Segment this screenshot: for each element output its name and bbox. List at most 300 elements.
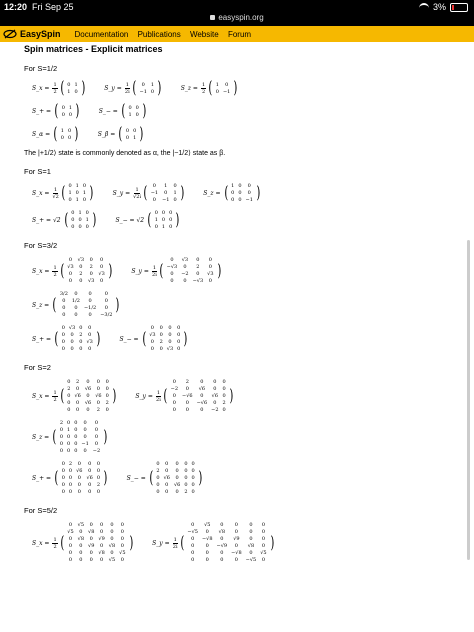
matrix-cell: 0: [168, 332, 172, 338]
matrix-cell: 0: [191, 543, 195, 549]
matrix-cell: 0: [88, 298, 92, 304]
spin-matrix: [115, 210, 180, 231]
matrix-cell: 0: [83, 448, 87, 454]
section-heading: For S=1/2: [24, 64, 58, 73]
matrix-cell: 0: [154, 210, 158, 216]
matrix-cell: 0: [128, 104, 132, 111]
matrix-cell: 1: [74, 81, 78, 88]
matrix-cell: 0: [164, 190, 168, 196]
page-title: Spin matrices - Explicit matrices: [24, 44, 163, 54]
status-date: Fri Sep 25: [32, 2, 74, 12]
matrix-cell: 0: [104, 298, 108, 304]
left-paren: (: [180, 532, 185, 553]
matrix-cell: 0: [231, 197, 235, 203]
matrix-cell: 1: [82, 190, 87, 196]
matrix-cell: 0: [86, 379, 90, 385]
matrix-cell: 0: [67, 400, 71, 406]
spin-matrix: [32, 80, 86, 97]
matrix-cell: 0: [79, 550, 83, 556]
matrix-cell: 0: [238, 197, 242, 203]
matrix-cell: √9: [98, 536, 105, 542]
matrix-cell: 0: [177, 339, 181, 345]
matrix-cell: 0: [79, 339, 83, 345]
matrix-cell: 0: [89, 271, 93, 277]
matrix-table: [59, 128, 73, 142]
matrix-cell: √8: [88, 529, 95, 535]
matrix-cell: 0: [185, 386, 189, 392]
matrix-cell: 0: [249, 550, 253, 556]
matrix-cell: 0: [62, 305, 66, 311]
matrix-cell: √5: [77, 522, 85, 528]
matrix-cell: 0: [261, 557, 266, 563]
matrix-cell: 0: [68, 536, 73, 542]
matrix-cell: 1: [173, 190, 177, 196]
spin-matrix: [135, 379, 234, 414]
matrix-cell: 0: [59, 448, 64, 454]
matrix-cell: 1: [68, 190, 72, 196]
spin-matrix: [32, 183, 95, 204]
matrix-cell: 0: [68, 183, 72, 189]
right-paren: ): [112, 386, 117, 406]
matrix-cell: 0: [170, 271, 174, 277]
matrix-cell: 2: [96, 482, 101, 488]
matrix-cell: √3: [207, 271, 214, 277]
matrix-cell: 0: [83, 434, 87, 440]
section-heading: For S=5/2: [24, 506, 58, 515]
matrix-cell: 2: [196, 264, 200, 270]
spin-matrix: [32, 257, 113, 285]
matrix-row: [32, 257, 464, 285]
left-paren: (: [54, 468, 59, 488]
matrix-cell: 0: [168, 339, 172, 345]
matrix-cell: 2: [185, 379, 189, 385]
matrix-label: S_− =: [119, 335, 139, 343]
right-paren: ): [175, 210, 180, 230]
prefactor-fraction: $\frac{1}{2}$: [53, 82, 57, 95]
matrix-cell: 0: [79, 346, 83, 352]
matrix-label: S_− =: [98, 108, 118, 115]
lock-icon: [210, 15, 215, 20]
matrix-cell: −1: [139, 88, 147, 95]
matrix-cell: 0: [261, 522, 266, 528]
matrix-cell: 0: [96, 379, 100, 385]
matrix-row: [32, 291, 464, 319]
matrix-cell: √5: [260, 550, 267, 556]
matrix-cell: −2: [211, 407, 219, 413]
matrix-cell: √3: [86, 339, 93, 345]
matrix-cell: 0: [165, 489, 169, 495]
matrix-table: [66, 183, 88, 204]
matrix-cell: 0: [60, 134, 64, 141]
matrix-cell: 0: [61, 325, 65, 331]
matrix-label: S_x =: [32, 85, 50, 92]
matrix-cell: 0: [234, 522, 238, 528]
matrix-table: [60, 325, 95, 353]
nav-publications[interactable]: Publications: [137, 29, 181, 39]
matrix-cell: 0: [70, 346, 74, 352]
matrix-cell: 0: [175, 475, 179, 481]
matrix-cell: −2: [92, 448, 101, 454]
matrix-cell: 0: [141, 81, 145, 88]
matrix-cell: 0: [71, 217, 75, 223]
matrix-cell: 0: [88, 461, 92, 467]
matrix-table: [60, 461, 102, 496]
matrix-cell: 0: [88, 325, 92, 331]
prefactor-fraction: $\frac{1}{√2}$: [52, 187, 59, 200]
matrix-cell: 0: [61, 482, 65, 488]
right-paren: ): [142, 101, 147, 121]
matrix-row: [32, 126, 464, 143]
matrix-cell: 0: [150, 325, 154, 331]
matrix-cell: 0: [249, 529, 253, 535]
left-paren: (: [147, 210, 152, 230]
matrix-cell: 0: [76, 386, 80, 392]
matrix-cell: √5: [204, 522, 211, 528]
matrix-cell: 1: [75, 197, 79, 203]
matrix-cell: 2: [159, 339, 163, 345]
matrix-cell: 0: [205, 557, 209, 563]
matrix-cell: 0: [156, 489, 160, 495]
matrix-cell: 1: [75, 183, 79, 189]
brand-name[interactable]: EasySpin: [20, 29, 61, 39]
right-paren: ): [233, 78, 238, 98]
matrix-cell: 0: [184, 475, 188, 481]
matrix-cell: 0: [125, 134, 130, 141]
matrix-cell: 0: [110, 529, 114, 535]
matrix-cell: 0: [83, 420, 87, 426]
matrix-cell: √8: [247, 543, 255, 549]
matrix-table: [60, 105, 74, 119]
matrix-cell: 0: [68, 257, 73, 263]
matrix-cell: √6: [163, 475, 170, 481]
matrix-cell: √3: [68, 325, 76, 331]
matrix-cell: 0: [61, 346, 65, 352]
left-paren: (: [53, 124, 58, 144]
matrix-cell: 0: [150, 88, 155, 95]
matrix-cell: 0: [133, 127, 137, 134]
left-paren: (: [61, 183, 66, 203]
spin-matrix: [181, 80, 239, 97]
matrix-cell: 0: [196, 271, 200, 277]
matrix-row: [32, 522, 464, 564]
matrix-cell: 0: [68, 468, 73, 474]
left-paren: (: [121, 101, 126, 121]
matrix-cell: 0: [88, 489, 92, 495]
matrix-cell: 0: [110, 536, 114, 542]
matrix-cell: 1: [150, 81, 155, 88]
matrix-cell: 0: [222, 386, 226, 392]
nav-documentation[interactable]: Documentation: [74, 29, 129, 39]
spin-matrix: [104, 80, 162, 97]
matrix-cell: √3: [88, 278, 95, 284]
matrix-cell: 2: [105, 400, 109, 406]
matrix-row: [32, 210, 464, 231]
right-paren: ): [74, 124, 79, 144]
matrix-cell: −1: [162, 197, 170, 203]
matrix-cell: 2: [68, 461, 73, 467]
matrix-label: S_+ =: [32, 108, 52, 115]
matrix-cell: 1/2: [71, 298, 80, 304]
right-paren: ): [269, 532, 274, 553]
matrix-cell: 0: [220, 550, 224, 556]
matrix-cell: 0: [85, 224, 89, 230]
matrix-cell: 0: [172, 379, 176, 385]
matrix-cell: −1/2: [83, 305, 97, 311]
matrix-table: [138, 82, 157, 96]
matrix-cell: 2: [184, 489, 188, 495]
matrix-cell: −1: [150, 190, 159, 196]
matrix-cell: 0: [185, 407, 189, 413]
spin-matrix: [32, 103, 81, 120]
matrix-cell: 0: [175, 489, 179, 495]
matrix-cell: −1: [81, 441, 89, 447]
matrix-cell: 0: [175, 468, 179, 474]
matrix-cell: 0: [161, 210, 166, 216]
matrix-cell: 0: [94, 441, 99, 447]
matrix-row: [32, 80, 464, 97]
spin-matrix: [99, 103, 148, 120]
matrix-cell: 0: [61, 111, 65, 118]
prefactor-fraction: $\frac{1}{2i}$: [124, 82, 130, 95]
matrix-label: S_y =: [131, 267, 149, 275]
left-paren: (: [63, 210, 68, 230]
left-paren: (: [223, 183, 228, 203]
matrix-cell: 0: [234, 557, 238, 563]
matrix-cell: √3: [77, 257, 85, 263]
matrix-table: [69, 210, 91, 231]
matrix-cell: 0: [79, 543, 83, 549]
matrix-cell: 2: [79, 271, 83, 277]
page-content: [24, 44, 464, 570]
matrix-table: [58, 291, 115, 319]
matrix-cell: √6: [95, 393, 102, 399]
matrix-cell: 0: [225, 81, 229, 88]
matrix-cell: √3: [67, 264, 74, 270]
matrix-cell: 0: [61, 461, 65, 467]
matrix-cell: 0: [120, 536, 124, 542]
left-paren: (: [159, 260, 164, 281]
matrix-cell: 0: [184, 468, 188, 474]
matrix-cell: 0: [67, 379, 71, 385]
matrix-table: [229, 183, 255, 204]
matrix-table: [58, 420, 102, 455]
left-paren: (: [59, 386, 64, 406]
left-paren: (: [59, 260, 64, 281]
nav-website[interactable]: Website: [189, 29, 219, 39]
matrix-cell: 0: [191, 468, 195, 474]
matrix-cell: 0: [68, 543, 73, 549]
matrix-cell: 0: [85, 210, 89, 216]
section-heading: For S=2: [24, 363, 51, 372]
matrix-cell: 0: [200, 407, 204, 413]
matrix-table: [65, 379, 111, 414]
nav-forum[interactable]: Forum: [227, 29, 252, 39]
matrix-cell: 0: [74, 305, 78, 311]
matrix-table: [214, 82, 233, 96]
matrix-cell: 0: [172, 393, 176, 399]
matrix-cell: 0: [104, 291, 108, 297]
matrix-cell: √6: [86, 475, 93, 481]
matrix-cell: √5: [119, 550, 126, 556]
matrix-cell: 0: [125, 127, 130, 134]
prefactor-fraction: $\frac{1}{2}$: [201, 82, 206, 95]
matrix-cell: 1: [68, 104, 73, 111]
right-paren: ): [198, 468, 203, 488]
matrix-cell: −2: [181, 271, 189, 277]
matrix-cell: 0: [89, 536, 93, 542]
easyspin-logo-icon[interactable]: [3, 28, 17, 40]
matrix-cell: 0: [169, 217, 173, 223]
spin-matrix: [32, 291, 121, 319]
right-paren: ): [92, 210, 97, 230]
matrix-cell: 0: [74, 420, 78, 426]
matrix-cell: 0: [89, 257, 93, 263]
matrix-cell: 0: [177, 332, 181, 338]
right-paren: ): [256, 183, 261, 203]
matrix-cell: 2: [67, 386, 71, 392]
matrix-cell: 0: [168, 325, 172, 331]
matrix-cell: 0: [79, 557, 83, 563]
matrix-cell: 0: [70, 332, 74, 338]
matrix-table: [169, 379, 228, 414]
matrix-label: S_z =: [32, 434, 50, 441]
matrix-cell: 0: [88, 482, 92, 488]
matrix-cell: 0: [96, 489, 101, 495]
spin-matrix: [32, 210, 97, 231]
spin-matrix: [32, 379, 117, 414]
matrix-cell: 0: [208, 264, 212, 270]
matrix-cell: 0: [94, 427, 99, 433]
matrix-cell: 0: [184, 482, 188, 488]
matrix-cell: √6: [211, 393, 219, 399]
matrix-cell: 0: [152, 183, 156, 189]
spin-matrix: [131, 257, 222, 285]
matrix-cell: 0: [68, 482, 73, 488]
matrix-cell: 0: [247, 190, 251, 196]
matrix-cell: 0: [76, 407, 80, 413]
matrix-cell: 0: [159, 325, 163, 331]
matrix-cell: 0: [120, 522, 124, 528]
matrix-cell: 1: [133, 134, 137, 141]
right-paren: ): [216, 260, 221, 281]
matrix-cell: 0: [105, 386, 109, 392]
matrix-cell: 0: [96, 475, 101, 481]
matrix-cell: 0: [96, 468, 101, 474]
matrix-cell: 0: [169, 210, 173, 216]
matrix-cell: 1: [60, 127, 64, 134]
spin-matrix: [32, 126, 80, 143]
matrix-row: [32, 103, 464, 120]
matrix-cell: 0: [208, 257, 212, 263]
matrix-label: S_x =: [32, 539, 50, 547]
matrix-cell: 0: [78, 224, 82, 230]
right-paren: ): [89, 183, 94, 203]
matrix-table: [65, 257, 107, 285]
matrix-cell: 0: [71, 224, 75, 230]
left-paren: (: [59, 532, 64, 553]
matrix-cell: 1: [164, 183, 168, 189]
matrix-table: [65, 522, 127, 564]
prefactor-fraction: $\frac{1}{2i}$: [172, 536, 178, 550]
matrix-cell: 0: [99, 522, 104, 528]
matrix-cell: 0: [68, 550, 73, 556]
section-note: The |+1/2⟩ state is commonly denoted as α, the |−1/2⟩ state as β.: [24, 150, 226, 157]
matrix-label: S_z =: [203, 190, 221, 197]
matrix-cell: −√9: [216, 543, 228, 549]
spin-matrix: [32, 522, 134, 564]
spin-matrix: [127, 461, 204, 496]
matrix-cell: √8: [77, 536, 85, 542]
matrix-cell: 0: [220, 536, 224, 542]
matrix-cell: √6: [173, 482, 181, 488]
sections: [24, 64, 464, 564]
spin-matrix: [32, 325, 101, 353]
matrix-cell: −1: [222, 88, 231, 95]
scrollbar[interactable]: [467, 240, 470, 560]
matrix-cell: 1: [78, 210, 82, 216]
matrix-cell: 0: [261, 529, 266, 535]
matrix-label: S_z =: [180, 85, 198, 92]
matrix-label: S_y =: [152, 539, 170, 547]
matrix-cell: 0: [170, 257, 174, 263]
matrix-cell: 0: [82, 197, 87, 203]
matrix-cell: 0: [88, 346, 92, 352]
matrix-table: [154, 461, 196, 496]
matrix-cell: 1: [85, 217, 89, 223]
right-paren: ): [157, 78, 162, 98]
right-paren: ): [108, 260, 113, 281]
matrix-cell: 1: [67, 88, 71, 95]
matrix-cell: 0: [150, 346, 154, 352]
matrix-cell: 0: [61, 339, 65, 345]
matrix-cell: 0: [75, 190, 79, 196]
nav-links: [75, 30, 259, 39]
matrix-cell: −√8: [231, 550, 242, 556]
matrix-cell: 0: [183, 278, 187, 284]
matrix-cell: 0: [247, 183, 251, 189]
matrix-cell: 0: [76, 400, 80, 406]
matrix-cell: 0: [67, 134, 72, 141]
matrix-cell: √3: [181, 257, 189, 263]
left-paren: (: [54, 101, 59, 121]
matrix-cell: 0: [185, 400, 189, 406]
right-paren: ): [103, 427, 108, 447]
prefactor-fraction: $\frac{1}{2}$: [53, 536, 57, 550]
matrix-cell: 0: [213, 379, 217, 385]
matrix-cell: 0: [68, 557, 73, 563]
matrix-label: S_x =: [32, 393, 50, 400]
matrix-cell: 0: [99, 257, 104, 263]
matrix-cell: 0: [220, 557, 224, 563]
matrix-cell: 0: [99, 557, 104, 563]
matrix-cell: 0: [67, 434, 71, 440]
matrix-cell: √3: [166, 346, 174, 352]
matrix-cell: 0: [105, 393, 109, 399]
matrix-cell: 0: [68, 197, 72, 203]
prefactor-fraction: $\frac{1}{2i}$: [156, 390, 161, 403]
address-bar[interactable]: [0, 13, 474, 22]
matrix-cell: 0: [88, 468, 92, 474]
matrix-cell: √8: [98, 550, 105, 556]
matrix-cell: 0: [104, 305, 108, 311]
matrix-cell: √9: [88, 543, 95, 549]
matrix-cell: 0: [135, 104, 139, 111]
matrix-cell: 0: [74, 291, 78, 297]
matrix-label: S_+ =: [32, 335, 52, 343]
matrix-cell: 0: [191, 489, 195, 495]
matrix-cell: −√5: [245, 557, 257, 563]
matrix-cell: 0: [79, 264, 83, 270]
